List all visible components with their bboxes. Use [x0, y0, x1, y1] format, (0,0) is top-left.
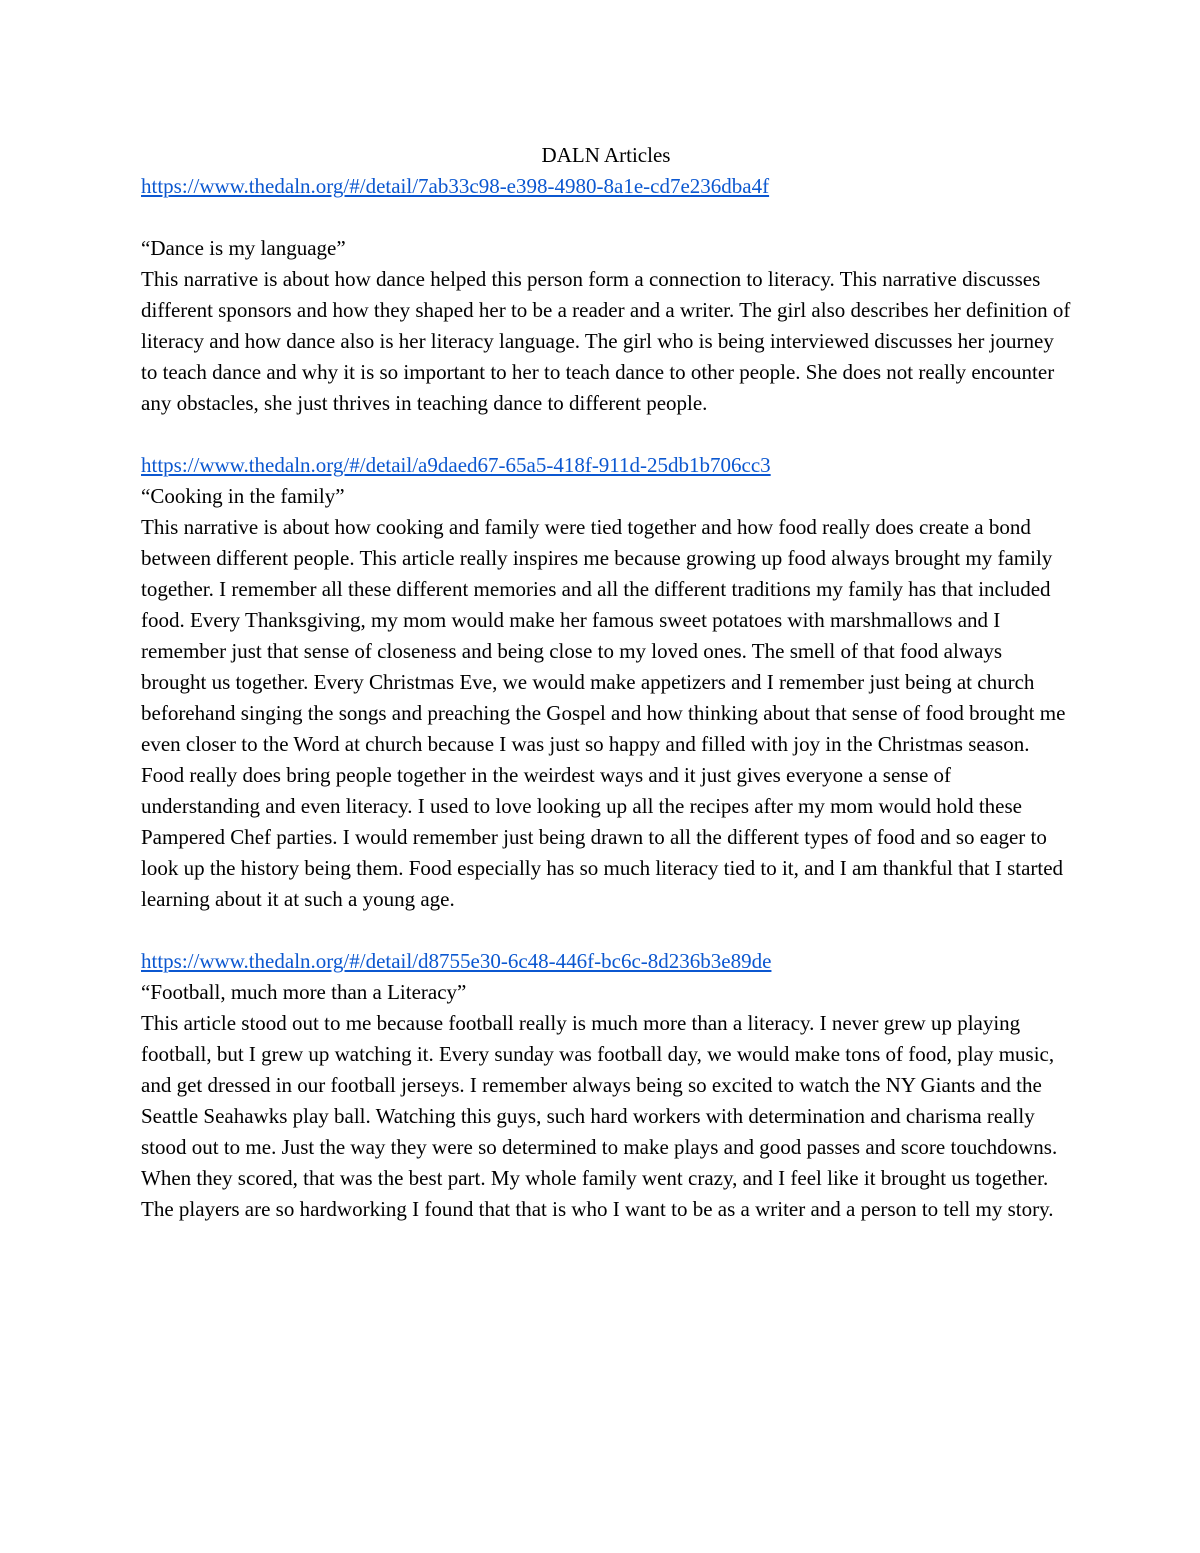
blank-line [141, 202, 1071, 233]
article-link-football[interactable]: https://www.thedaln.org/#/detail/d8755e30-6c48-446f-bc6c-8d236b3e89de [141, 949, 772, 973]
article-dance [141, 171, 1071, 419]
article-cooking [141, 450, 1071, 915]
article-link-dance[interactable]: https://www.thedaln.org/#/detail/7ab33c98-e398-4980-8a1e-cd7e236dba4f [141, 174, 770, 198]
blank-line [141, 915, 1071, 946]
document-title: DALN Articles [541, 143, 671, 167]
article-football [141, 946, 1071, 1225]
article-paragraph-dance: This narrative is about how dance helped this person form a connection to literacy. This narrative discusses different sponsors and how they shaped her to be a reader and a writer. The girl also describes her definition of literacy and how dance also is her literacy language. The girl who is being interviewed discusses her journey to teach dance and why it is so important to her to teach dance to other people. She does not really encounter any obstacles, she just thrives in teaching dance to different people. [141, 267, 1071, 415]
article-heading-football: “Football, much more than a Literacy” [141, 980, 467, 1004]
document-page [141, 140, 1071, 1225]
article-paragraph-football-1: This article stood out to me because football really is much more than a literacy. I never grew up playing football, but I grew up watching it. Every sunday was football day, we would make tons of food, play music, and get dressed in our football jerseys. I remember always being so excited to watch the NY Giants and the Seattle Seahawks play ball. Watching this guys, such hard workers with determination and charisma really stood out to me. Just the way they were so determined to make plays and good passes and score touchdowns. When they scored, that was the best part. My whole family went crazy, and I feel like it brought us together. [141, 1011, 1058, 1190]
article-heading-dance: “Dance is my language” [141, 236, 346, 260]
article-paragraph-football-2: The players are so hardworking I found that that is who I want to be as a writer and a person to tell my story. [141, 1197, 1054, 1221]
article-link-cooking[interactable]: https://www.thedaln.org/#/detail/a9daed67-65a5-418f-911d-25db1b706cc3 [141, 453, 771, 477]
blank-line [141, 419, 1071, 450]
article-heading-cooking: “Cooking in the family” [141, 484, 345, 508]
article-paragraph-cooking: This narrative is about how cooking and family were tied together and how food really does create a bond between different people. This article really inspires me because growing up food always brought my family together. I remember all these different memories and all the different traditions my family has that included food. Every Thanksgiving, my mom would make her famous sweet potatoes with marshmallows and I remember just that sense of closeness and being close to my loved ones. The smell of that food always brought us together. Every Christmas Eve, we would make appetizers and I remember just being at church beforehand singing the songs and preaching the Gospel and how thinking about that sense of food brought me even closer to the Word at church because I was just so happy and filled with joy in the Christmas season. Food really does bring people together in the weirdest ways and it just gives everyone a sense of understanding and even literacy. I used to love looking up all the recipes after my mom would hold these Pampered Chef parties. I would remember just being drawn to all the different types of food and so eager to look up the history being them. Food especially has so much literacy tied to it, and I am thankful that I started learning about it at such a young age. [141, 515, 1066, 911]
